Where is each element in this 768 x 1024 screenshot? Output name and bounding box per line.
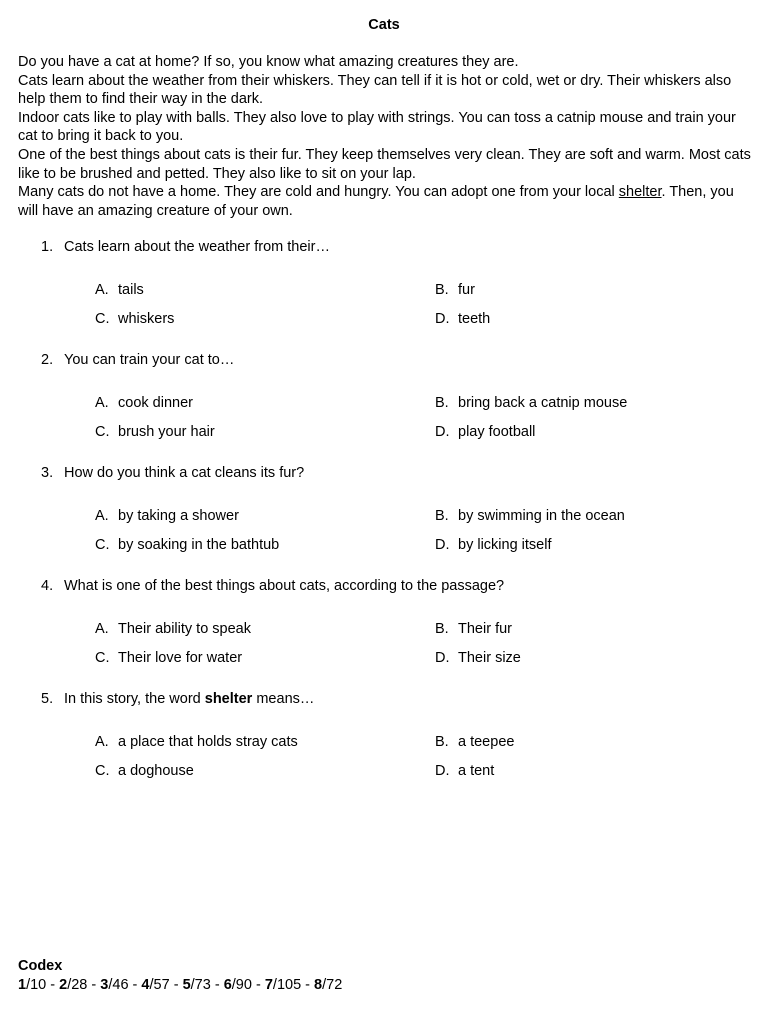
option-letter: A. [95,282,109,298]
codex-separator: - [46,976,60,993]
option-text: a place that holds stray cats [118,734,298,750]
codex-value: /10 [26,976,47,993]
passage-text: . Then, you will have an amazing creature of your own. [18,184,734,219]
passage-paragraph-3: Indoor cats like to play with balls. They also love to play with strings. You can toss a catnip mouse and train your cat to bring it back to you. [18,109,736,145]
codex-separator: - [301,976,315,993]
option-text: Their ability to speak [118,621,251,637]
codex-line [18,976,618,995]
option-4d[interactable] [435,649,521,668]
option-letter: C. [95,311,110,327]
option-letter: B. [435,282,449,298]
codex-block [18,957,618,994]
option-letter: B. [435,395,449,411]
codex-number: 7 [264,976,273,993]
option-letter: A. [95,621,109,637]
codex-separator: - [128,976,142,993]
option-text: a tent [458,763,495,779]
option-text: brush your hair [118,424,215,440]
option-text: bring back a catnip mouse [458,395,628,411]
option-text: a teepee [458,734,515,750]
question-4 [41,577,741,596]
option-5c[interactable] [95,762,194,781]
passage-paragraph-2: Cats learn about the weather from their whiskers. They can tell if it is hot or cold, wet or dry. Their whiskers also help them to find their way in the dark. [18,72,732,108]
option-letter: C. [95,763,110,779]
passage-paragraph-1: Do you have a cat at home? If so, you know what amazing creatures they are. [18,54,519,70]
option-letter: C. [95,424,110,440]
option-letter: D. [435,763,450,779]
option-letter: D. [435,311,450,327]
reading-passage [18,53,753,220]
option-letter: B. [435,508,449,524]
option-5b[interactable] [435,733,514,752]
codex-number: 5 [182,976,191,993]
option-2b[interactable] [435,394,627,413]
codex-separator: - [169,976,183,993]
option-text: a doghouse [118,763,194,779]
option-3b[interactable] [435,507,625,526]
page-title: Cats [368,17,400,33]
option-5a[interactable] [95,733,298,752]
option-text: by taking a shower [118,508,239,524]
option-letter: B. [435,734,449,750]
option-text: play football [458,424,536,440]
codex-number: 3 [100,976,109,993]
question-text: Cats learn about the weather from their… [64,239,330,255]
option-4b[interactable] [435,620,512,639]
option-letter: D. [435,650,450,666]
option-2c[interactable] [95,423,215,442]
codex-value: /105 [272,976,302,993]
question-number: 1. [41,239,54,255]
option-1d[interactable] [435,310,490,329]
codex-value: /73 [190,976,211,993]
option-letter: A. [95,395,109,411]
option-letter: C. [95,650,110,666]
option-letter: A. [95,734,109,750]
codex-number: 6 [223,976,232,993]
option-text: by soaking in the bathtub [118,537,280,553]
option-text: fur [458,282,475,298]
option-text: by licking itself [458,537,552,553]
question-number: 5. [41,691,54,707]
option-4c[interactable] [95,649,242,668]
question-5 [41,690,741,709]
option-text: cook dinner [118,395,193,411]
codex-value: /90 [231,976,252,993]
codex-separator: - [210,976,224,993]
option-1c[interactable] [95,310,174,329]
option-text: teeth [458,311,491,327]
bold-word-shelter: shelter [204,691,253,707]
question-number: 3. [41,465,54,481]
codex-value: /57 [149,976,170,993]
option-4a[interactable] [95,620,251,639]
option-text: Their fur [458,621,512,637]
option-text: by swimming in the ocean [458,508,625,524]
passage-text: Many cats do not have a home. They are cold and hungry. You can adopt one from your local [18,184,619,201]
option-text: whiskers [118,311,175,327]
option-letter: D. [435,424,450,440]
question-2 [41,351,741,370]
question-number: 4. [41,578,54,594]
option-1a[interactable] [95,281,144,300]
codex-number: 4 [141,976,150,993]
option-letter: A. [95,508,109,524]
codex-value: /46 [108,976,129,993]
option-text: Their love for water [118,650,243,666]
underlined-word-shelter: shelter [618,184,662,201]
codex-title: Codex [18,958,63,974]
codex-number: 8 [314,976,323,993]
option-letter: C. [95,537,110,553]
codex-number: 2 [59,976,68,993]
option-text: Their size [458,650,521,666]
question-text: In this story, the word [64,691,205,707]
option-3d[interactable] [435,536,551,555]
codex-separator: - [87,976,101,993]
codex-separator: - [251,976,265,993]
option-1b[interactable] [435,281,475,300]
passage-paragraph-5 [18,183,753,220]
question-text: You can train your cat to… [64,352,235,368]
option-text: tails [118,282,144,298]
question-number: 2. [41,352,54,368]
option-2a[interactable] [95,394,193,413]
question-text: means… [252,691,315,707]
codex-value: /28 [67,976,88,993]
codex-value: /72 [322,976,343,993]
question-1 [41,238,741,257]
codex-number: 1 [18,976,27,993]
question-text: How do you think a cat cleans its fur? [64,465,305,481]
option-2d[interactable] [435,423,535,442]
option-letter: D. [435,537,450,553]
option-5d[interactable] [435,762,494,781]
option-3a[interactable] [95,507,239,526]
option-letter: B. [435,621,449,637]
passage-paragraph-4: One of the best things about cats is their fur. They keep themselves very clean. They are soft and warm. Most cats like to be brushed and petted. They also like to sit on your lap. [18,146,751,182]
question-3 [41,464,741,483]
question-text: What is one of the best things about cats, according to the passage? [64,578,505,594]
option-3c[interactable] [95,536,279,555]
